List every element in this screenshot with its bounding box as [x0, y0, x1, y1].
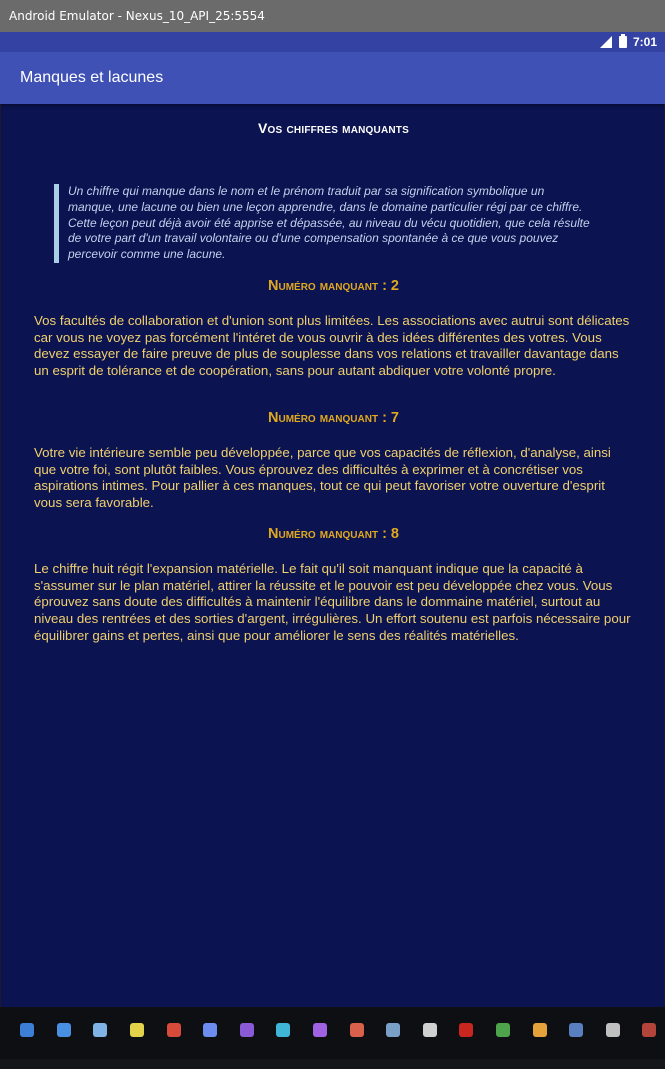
section-text: Votre vie intérieure semble peu développée, parce que vos capacités de réflexion, d'analyse, ainsi que votre foi, sont plutôt faibles. Vous éprouvez des difficultés à exprimer et à concrétiser vos aspirations intimes. Pour pallier à ces manques, tout ce qui peut favoriser votre ouverture d'esprit vous sera favorable. [34, 445, 611, 511]
window-title: Android Emulator - Nexus_10_API_25:5554 [9, 9, 265, 23]
page-title: Vos chiffres manquants [258, 120, 409, 136]
taskbar-app-button[interactable] [46, 1015, 83, 1045]
filezilla-icon [459, 1023, 473, 1037]
taskbar-app-button[interactable] [155, 1015, 192, 1045]
app-bar-title: Manques et lacunes [20, 69, 164, 86]
content-area[interactable] [0, 104, 665, 1007]
taskbar-edge [0, 1059, 665, 1069]
taskbar-app-button[interactable] [485, 1015, 522, 1045]
share-icon [276, 1023, 290, 1037]
installer-icon [606, 1023, 620, 1037]
notepad-icon [130, 1023, 144, 1037]
book-icon [642, 1023, 656, 1037]
taskbar-app-button[interactable] [412, 1015, 449, 1045]
taskbar-app-button[interactable] [265, 1015, 302, 1045]
intro-quote: Un chiffre qui manque dans le nom et le prénom traduit par sa signification symbolique un manque, une lacune ou bien une leçon apprendre, dans le domaine particulier régi par ce chiffre. Cette leçon peut déjà avoir été apprise et dépassée, au niveau du vécu quotidien, que cela résulte de votre part d'un travail volontaire ou d'une compensation spontanée à ce que vous pouvez percevoir comme une lacune. [54, 184, 594, 263]
taskbar-app-button[interactable] [302, 1015, 339, 1045]
section-text: Le chiffre huit régit l'expansion matérielle. Le fait qu'il soit manquant indique que la capacité à s'assumer sur le plan matériel, attirer la réussite et le pouvoir est peu développée chez vous. Vous éprouvez sans doute des difficultés à maintenir l'équilibre dans le dommaine matériel, surtout au niveau des rentrées et des sorties d'argent, irrégulières. Un effort soutenu est parfois nécessaire pour équilibrer gains et pertes, ainsi que pour améliorer le sens des réalités matérielles. [34, 561, 631, 643]
calculator-icon [423, 1023, 437, 1037]
tools-icon [496, 1023, 510, 1037]
app-bar [0, 52, 665, 104]
signal-icon [599, 36, 613, 48]
network-icon [386, 1023, 400, 1037]
section-heading: Numéro manquant : 7 [268, 410, 399, 426]
taskbar-app-button[interactable] [558, 1015, 595, 1045]
battery-icon [619, 36, 627, 48]
visual-studio-2-icon [313, 1023, 327, 1037]
visual-studio-icon [240, 1023, 254, 1037]
taskbar-app-button[interactable] [82, 1015, 119, 1045]
taskbar-app-button[interactable] [448, 1015, 485, 1045]
section-text: Vos facultés de collaboration et d'union sont plus limitées. Les associations avec autrui sont délicates car vous ne voyez pas forcément l'intéret de vous ouvrir à des idées différentes des votres. Vous devez essayer de faire preuve de plus de souplesse dans vos relations et travailler davantage dans un esprit de tolérance et de coopération, sans pour autant abdiquer votre volonté propre. [34, 313, 630, 379]
globe-icon [20, 1023, 34, 1037]
status-bar [0, 32, 665, 52]
taskbar-app-button[interactable] [9, 1015, 46, 1045]
taskbar-app-button[interactable] [375, 1015, 412, 1045]
paint-icon [167, 1023, 181, 1037]
taskbar [0, 1007, 665, 1069]
palette-icon [533, 1023, 547, 1037]
taskbar-app-button[interactable] [119, 1015, 156, 1045]
browser-icon [57, 1023, 71, 1037]
taskbar-app-button[interactable] [521, 1015, 558, 1045]
taskbar-app-button[interactable] [595, 1015, 632, 1045]
document-icon [569, 1023, 583, 1037]
taskbar-app-button[interactable] [338, 1015, 375, 1045]
window-title-bar [0, 0, 665, 32]
taskbar-app-button[interactable] [192, 1015, 229, 1045]
section-heading: Numéro manquant : 2 [268, 278, 399, 294]
notes-icon [93, 1023, 107, 1037]
section-heading: Numéro manquant : 8 [268, 526, 399, 542]
link-icon [203, 1023, 217, 1037]
taskbar-app-button[interactable] [229, 1015, 266, 1045]
status-time: 7:01 [632, 35, 657, 49]
taskbar-app-button[interactable] [631, 1015, 665, 1045]
taskbar-icons [9, 1015, 665, 1045]
remote-desktop-icon [350, 1023, 364, 1037]
